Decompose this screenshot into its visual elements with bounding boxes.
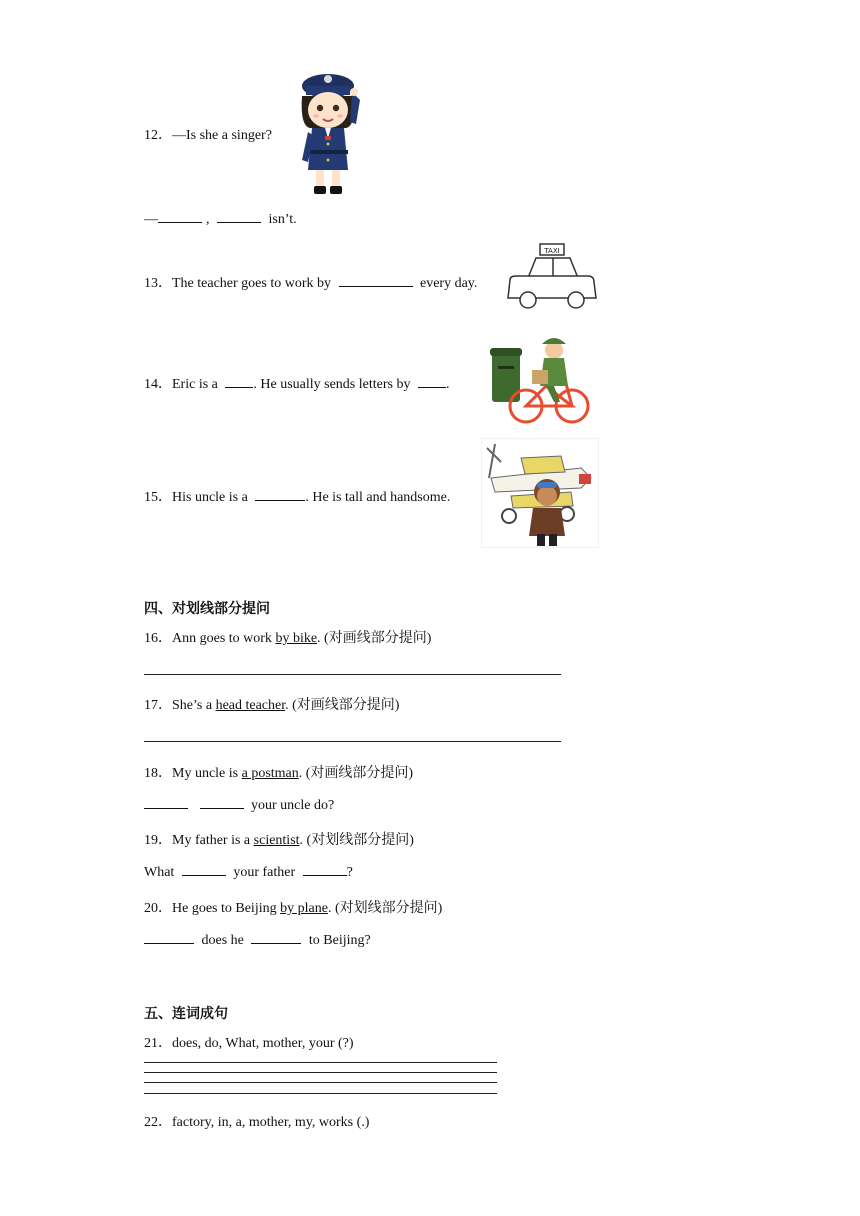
question-number: 13． bbox=[144, 276, 172, 291]
question-text: . (对画线部分提问) bbox=[298, 766, 414, 781]
question-14 bbox=[144, 373, 449, 393]
answer-line-20 bbox=[144, 931, 371, 949]
question-text: The teacher goes to work by bbox=[172, 276, 331, 291]
question-number: 12． bbox=[144, 128, 172, 143]
pilot-illustration bbox=[481, 438, 599, 548]
underlined-text: a postman bbox=[241, 766, 299, 781]
answer-text: ? bbox=[346, 865, 353, 880]
question-number: 17． bbox=[144, 698, 172, 713]
answer-text: to Beijing? bbox=[308, 933, 371, 948]
answer-blank[interactable] bbox=[217, 210, 261, 223]
answer-text: your father bbox=[233, 865, 296, 880]
answer-line[interactable] bbox=[144, 741, 561, 742]
answer-line[interactable] bbox=[144, 1072, 497, 1073]
question-text: Eric is a bbox=[172, 377, 218, 392]
question-number: 22． bbox=[144, 1115, 172, 1130]
answer-blank[interactable] bbox=[200, 796, 244, 809]
question-text: . (对划线部分提问) bbox=[327, 901, 443, 916]
answer-blank[interactable] bbox=[144, 796, 188, 809]
question-text: My uncle is bbox=[172, 766, 242, 781]
underlined-text: scientist bbox=[253, 833, 300, 848]
answer-blank[interactable] bbox=[251, 931, 301, 944]
answer-blank[interactable] bbox=[303, 863, 347, 876]
answer-line[interactable] bbox=[144, 1093, 497, 1094]
question-text: . (对画线部分提问) bbox=[317, 631, 432, 646]
question-text: He goes to Beijing bbox=[172, 901, 281, 916]
policewoman-illustration bbox=[292, 66, 364, 198]
question-13 bbox=[144, 272, 477, 292]
underlined-text: by plane bbox=[280, 901, 328, 916]
answer-line[interactable] bbox=[144, 674, 561, 675]
answer-line[interactable] bbox=[144, 1062, 497, 1063]
answer-blank[interactable] bbox=[144, 931, 194, 944]
question-number: 21． bbox=[144, 1036, 172, 1051]
answer-line-12 bbox=[144, 210, 297, 228]
answer-tail: your uncle do? bbox=[251, 798, 335, 813]
question-20 bbox=[144, 897, 442, 917]
question-text: Ann goes to work bbox=[172, 631, 276, 646]
answer-blank[interactable] bbox=[182, 863, 226, 876]
dash: — bbox=[144, 212, 158, 227]
question-text: . bbox=[445, 377, 450, 392]
answer-text: does he bbox=[201, 933, 244, 948]
comma: , bbox=[206, 212, 210, 227]
question-21 bbox=[144, 1032, 354, 1052]
postman-on-bicycle-illustration bbox=[488, 330, 592, 426]
question-12 bbox=[144, 124, 272, 144]
question-text: My father is a bbox=[172, 833, 254, 848]
question-text: . (对划线部分提问) bbox=[299, 833, 414, 848]
section-heading: 四、对划线部分提问 bbox=[144, 601, 270, 617]
answer-blank[interactable] bbox=[158, 210, 202, 223]
question-text: does, do, What, mother, your (?) bbox=[172, 1036, 354, 1051]
question-22 bbox=[144, 1111, 369, 1131]
question-number: 18． bbox=[144, 766, 172, 781]
question-number: 15． bbox=[144, 490, 172, 505]
question-number: 20． bbox=[144, 901, 172, 916]
question-18 bbox=[144, 762, 413, 782]
underlined-text: head teacher bbox=[215, 698, 286, 713]
answer-line-18 bbox=[144, 796, 334, 814]
answer-tail: isn’t. bbox=[268, 212, 297, 227]
question-number: 16． bbox=[144, 631, 172, 646]
question-text: factory, in, a, mother, my, works (.) bbox=[172, 1115, 370, 1130]
question-19 bbox=[144, 829, 414, 849]
section-heading: 五、连词成句 bbox=[144, 1006, 228, 1022]
answer-line-19 bbox=[144, 863, 353, 881]
question-text: His uncle is a bbox=[172, 490, 248, 505]
question-16 bbox=[144, 627, 431, 647]
answer-blank[interactable] bbox=[255, 488, 305, 501]
taxi-illustration bbox=[506, 242, 598, 314]
taxi-sign-label: TAXI bbox=[544, 247, 560, 255]
answer-text: What bbox=[144, 865, 175, 880]
question-17 bbox=[144, 694, 399, 714]
question-text: . He usually sends letters by bbox=[253, 377, 411, 392]
question-text: . He is tall and handsome. bbox=[305, 490, 451, 505]
question-number: 19． bbox=[144, 833, 172, 848]
answer-blank[interactable] bbox=[339, 274, 413, 287]
question-number: 14． bbox=[144, 377, 172, 392]
question-text: . (对画线部分提问) bbox=[285, 698, 400, 713]
question-text: —Is she a singer? bbox=[172, 128, 272, 143]
question-15 bbox=[144, 486, 450, 506]
question-text: She’s a bbox=[172, 698, 216, 713]
underlined-text: by bike bbox=[275, 631, 318, 646]
answer-blank[interactable] bbox=[225, 375, 253, 388]
answer-blank[interactable] bbox=[418, 375, 446, 388]
answer-line[interactable] bbox=[144, 1082, 497, 1083]
question-text: every day. bbox=[420, 276, 478, 291]
